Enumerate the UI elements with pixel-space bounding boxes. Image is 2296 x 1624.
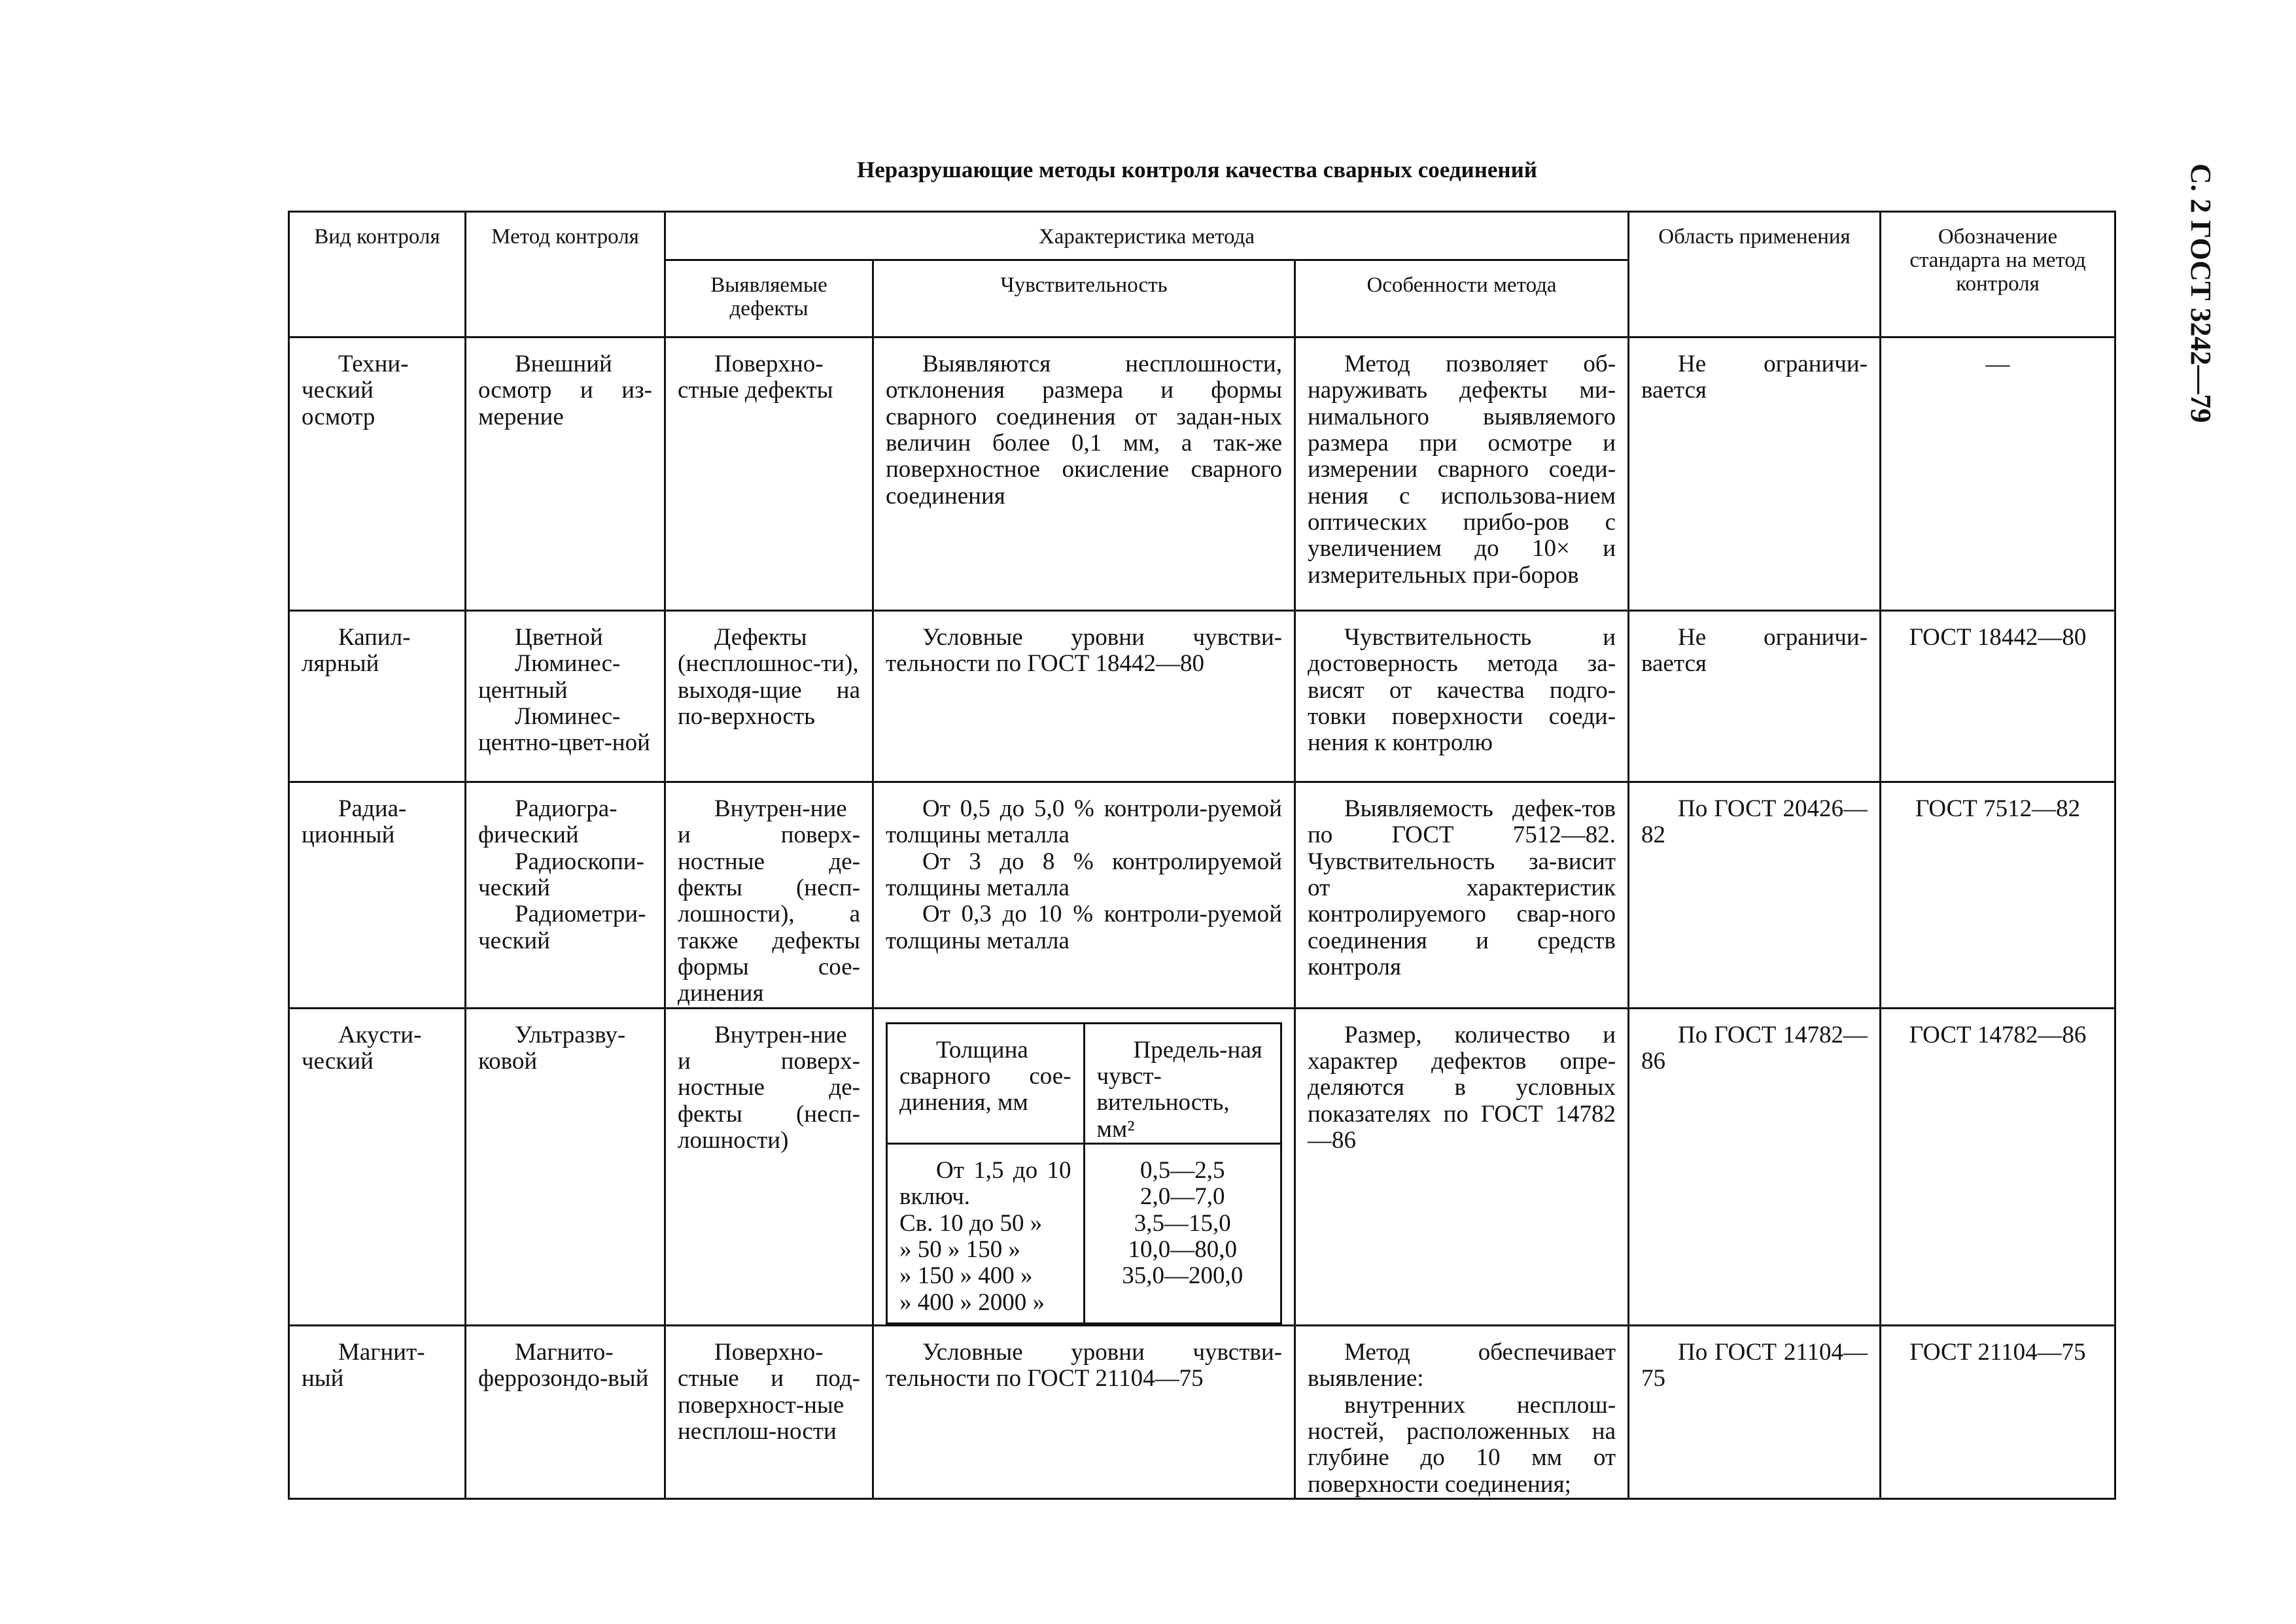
cell-standard: ГОСТ 18442—80 [1881, 611, 2115, 782]
cell-standard: — [1881, 337, 2115, 611]
thickness-value: » 400 » 2000 » [899, 1288, 1045, 1316]
thickness-values [887, 1143, 1085, 1323]
limit-value: 35,0—200,0 [1122, 1262, 1244, 1290]
method-line: Цветной [515, 624, 603, 651]
cell-standard: ГОСТ 14782—86 [1881, 1008, 2115, 1325]
thickness-value: » 50 » 150 » [899, 1235, 1020, 1263]
thickness-header: Толщина сварного сое-динения, мм [887, 1023, 1085, 1143]
cell-sensitivity [873, 1008, 1295, 1325]
features-line: Метод обеспечивает выявление: [1308, 1338, 1616, 1392]
limit-values [1084, 1143, 1281, 1323]
header-standard: Обозначение стандарта на метод контроля [1881, 212, 2115, 337]
features-line: внутренних несплош-ностей, расположенных на глубине до 10 мм от поверхности соединения; [1308, 1391, 1616, 1498]
sensitivity-line: От 0,5 до 5,0 % контроли-руемой толщины металла [886, 795, 1282, 849]
header-method: Метод контроля [466, 212, 665, 337]
table-row [289, 782, 2115, 1009]
cell-defects: Поверхно-стные дефекты [665, 337, 873, 611]
cell-defects: Внутрен-ние и поверх-ностные де-фекты (несп-лошности), а также дефекты формы сое-динения [665, 782, 873, 1009]
ultrasonic-subtable [886, 1022, 1282, 1324]
cell-kind: Радиа-ционный [289, 782, 466, 1009]
cell-features: Выявляемость дефек-тов по ГОСТ 7512—82. Чувствительность за-висит от характеристик контролируемого свар-ного соединения и средств контроля [1295, 782, 1629, 1009]
thickness-value: » 150 » 400 » [899, 1262, 1033, 1290]
table-row [289, 1008, 2115, 1325]
cell-scope: По ГОСТ 21104—75 [1629, 1325, 1881, 1498]
header-scope: Область применения [1629, 212, 1881, 337]
method-line: Радиогра-фический [478, 795, 617, 849]
method-line: Радиоскопи-ческий [478, 848, 644, 901]
methods-table [288, 211, 2116, 1500]
cell-method: Ультразву-ковой [466, 1008, 665, 1325]
cell-features: Метод позволяет об-наруживать дефекты ми-нимального выявляемого размера при осмотре и измерении сварного соеди-нения с использова-нием оптических прибо-ров с увеличением до 10× и измерительных при-боров [1295, 337, 1629, 611]
cell-defects: Внутрен-ние и поверх-ностные де-фекты (несп-лошности) [665, 1008, 873, 1325]
method-line: Люминес-центный [478, 650, 621, 704]
cell-scope: Не ограничи-вается [1629, 337, 1881, 611]
limit-value: 10,0—80,0 [1128, 1235, 1237, 1263]
cell-kind: Магнит-ный [289, 1325, 466, 1498]
cell-scope: По ГОСТ 14782—86 [1629, 1008, 1881, 1325]
limit-value: 2,0—7,0 [1140, 1183, 1225, 1211]
method-line: Радиометри-ческий [478, 901, 646, 954]
header-characteristic: Характеристика метода [665, 212, 1629, 260]
cell-method: Внешний осмотр и из-мерение [466, 337, 665, 611]
header-sensitivity: Чувствительность [873, 260, 1295, 337]
cell-defects: Дефекты (несплошнос-ти), выходя-щие на по-верхность [665, 611, 873, 782]
method-line: Люминес-центно-цвет-ной [478, 702, 650, 757]
header-features: Особенности метода [1295, 260, 1629, 337]
limit-value: 0,5—2,5 [1140, 1156, 1225, 1184]
cell-sensitivity: Выявляются несплошности, отклонения размера и формы сварного соединения от задан-ных величин более 0,1 мм, а так-же поверхностное окисление сварного соединения [873, 337, 1295, 611]
thickness-value: Св. 10 до 50 » [899, 1209, 1043, 1237]
cell-sensitivity: Условные уровни чувстви-тельности по ГОСТ 21104—75 [873, 1325, 1295, 1498]
thickness-value: От 1,5 до 10 включ. [899, 1156, 1071, 1211]
cell-scope: Не ограничи-вается [1629, 611, 1881, 782]
page-header-label: С. 2 ГОСТ 3242—79 [2185, 164, 2217, 423]
cell-method [466, 611, 665, 782]
page-title: Неразрушающие методы контроля качества сварных соединений [857, 157, 1537, 182]
cell-scope: По ГОСТ 20426—82 [1629, 782, 1881, 1009]
cell-features [1295, 1325, 1629, 1498]
cell-sensitivity [873, 782, 1295, 1009]
cell-method: Магнито-феррозондо-вый [466, 1325, 665, 1498]
cell-kind: Акусти-ческий [289, 1008, 466, 1325]
table-row [289, 1325, 2115, 1498]
limit-header: Предель-ная чувст-вительность, мм² [1084, 1023, 1281, 1143]
cell-kind: Капил-лярный [289, 611, 466, 782]
sensitivity-line: От 3 до 8 % контролируемой толщины металла [886, 848, 1282, 901]
header-defects: Выявляемые дефекты [665, 260, 873, 337]
cell-standard: ГОСТ 7512—82 [1881, 782, 2115, 1009]
limit-value: 3,5—15,0 [1134, 1209, 1231, 1237]
cell-defects: Поверхно-стные и под-поверхност-ные несплош-ности [665, 1325, 873, 1498]
cell-features: Чувствительность и достоверность метода за-висят от качества подго-товки поверхности соеди-нения к контролю [1295, 611, 1629, 782]
table-row [289, 611, 2115, 782]
table-row [289, 337, 2115, 611]
cell-kind: Техни-ческий осмотр [289, 337, 466, 611]
header-kind: Вид контроля [289, 212, 466, 337]
cell-sensitivity: Условные уровни чувстви-тельности по ГОСТ 18442—80 [873, 611, 1295, 782]
cell-method [466, 782, 665, 1009]
cell-features: Размер, количество и характер дефектов опре-деляются в условных показателях по ГОСТ 14782—86 [1295, 1008, 1629, 1325]
cell-standard: ГОСТ 21104—75 [1881, 1325, 2115, 1498]
sensitivity-line: От 0,3 до 10 % контроли-руемой толщины металла [886, 901, 1282, 954]
